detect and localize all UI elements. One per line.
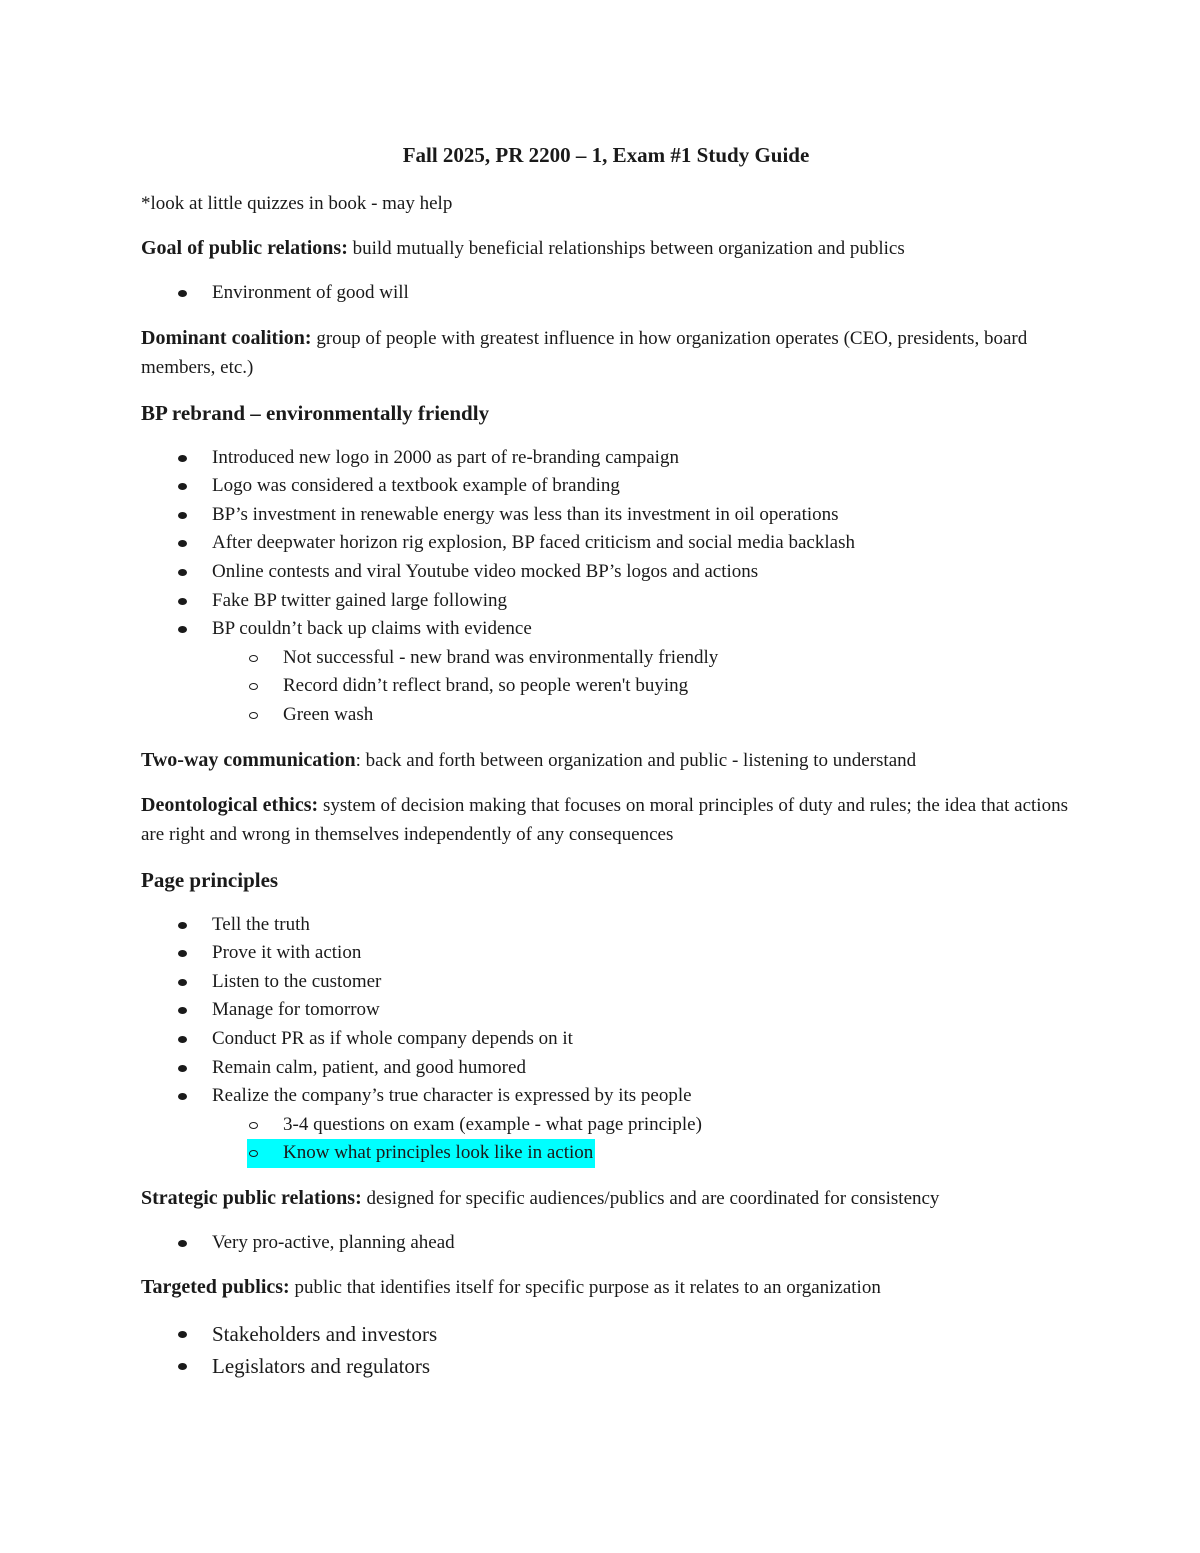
document-page — [141, 140, 1071, 1398]
list-item: BP couldn’t back up claims with evidence — [141, 615, 1071, 644]
dominant-coalition-text: group of people with greatest influence in how organization operates (CEO, presidents, board members, etc.) — [141, 327, 1028, 378]
bullet-icon — [178, 626, 187, 633]
sub-list-item: Not successful - new brand was environmentally friendly — [141, 644, 1071, 673]
list-item: Realize the company’s true character is expressed by its people — [141, 1082, 1071, 1111]
document-title: Fall 2025, PR 2200 – 1, Exam #1 Study Guide — [402, 143, 810, 167]
two-way-definition — [141, 746, 1071, 775]
study-note: *look at little quizzes in book - may help — [141, 193, 453, 214]
list-item: Online contests and viral Youtube video mocked BP’s logos and actions — [141, 558, 1071, 587]
sub-list-container — [141, 644, 1071, 730]
two-way-text: : back and forth between organization and public - listening to understand — [355, 749, 917, 771]
highlighted-sub-list-item — [141, 1139, 1071, 1168]
list-item: Stakeholders and investors — [141, 1318, 1071, 1350]
list-item: BP’s investment in renewable energy was less than its investment in oil operations — [141, 501, 1071, 530]
dominant-coalition-term: Dominant coalition: — [141, 326, 312, 349]
page-principles-heading: Page principles — [141, 867, 279, 892]
bp-rebrand-heading: BP rebrand – environmentally friendly — [141, 400, 490, 425]
list-item: Tell the truth — [141, 911, 1071, 940]
goal-definition — [141, 234, 1071, 263]
list-item: Fake BP twitter gained large following — [141, 587, 1071, 616]
bullet-icon — [178, 569, 187, 576]
deontological-definition — [141, 791, 1071, 849]
bullet-icon — [178, 922, 187, 929]
list-item: Conduct PR as if whole company depends on it — [141, 1025, 1071, 1054]
hollow-bullet-icon — [249, 655, 258, 662]
sub-list-item: Record didn’t reflect brand, so people weren't buying — [141, 672, 1071, 701]
strategic-pr-bullets — [141, 1229, 1071, 1258]
hollow-bullet-icon — [249, 712, 258, 719]
bullet-icon — [178, 1093, 187, 1100]
text-highlight: Know what principles look like in action — [247, 1139, 595, 1168]
bullet-icon — [178, 455, 187, 462]
goal-bullets — [141, 279, 1071, 308]
bullet-icon — [178, 1036, 187, 1043]
sub-list-container — [141, 1111, 1071, 1168]
bullet-icon — [178, 1240, 187, 1247]
bullet-icon — [178, 979, 187, 986]
list-item: Manage for tomorrow — [141, 996, 1071, 1025]
list-item: Legislators and regulators — [141, 1350, 1071, 1382]
bullet-icon — [178, 290, 187, 297]
deontological-text: system of decision making that focuses on moral principles of duty and rules; the idea that actions are right and wrong in themselves independently of any consequences — [141, 794, 1068, 845]
goal-term: Goal of public relations: — [141, 237, 348, 259]
list-item: After deepwater horizon rig explosion, BP faced criticism and social media backlash — [141, 529, 1071, 558]
bullet-icon — [178, 598, 187, 605]
bullet-icon — [178, 512, 187, 519]
strategic-pr-term: Strategic public relations: — [141, 1186, 362, 1209]
targeted-publics-bullets — [141, 1318, 1071, 1382]
strategic-pr-text: designed for specific audiences/publics and are coordinated for consistency — [361, 1187, 940, 1209]
list-item: Introduced new logo in 2000 as part of re-branding campaign — [141, 444, 1071, 473]
bullet-icon — [178, 1007, 187, 1014]
bp-bullets — [141, 444, 1071, 730]
strategic-pr-definition — [141, 1184, 1071, 1213]
hollow-bullet-icon — [249, 683, 258, 690]
bp-sub-bullets — [141, 644, 1071, 730]
page-principles-sub-bullets — [141, 1111, 1071, 1168]
bullet-icon — [178, 1363, 187, 1370]
bullet-icon — [178, 483, 187, 490]
dominant-coalition-definition — [141, 324, 1071, 382]
deontological-term: Deontological ethics: — [141, 793, 319, 816]
targeted-publics-term: Targeted publics: — [141, 1276, 290, 1299]
hollow-bullet-icon — [249, 1122, 258, 1129]
sub-list-item: 3-4 questions on exam (example - what page principle) — [141, 1111, 1071, 1140]
list-item: Prove it with action — [141, 939, 1071, 968]
list-item: Very pro-active, planning ahead — [141, 1229, 1071, 1258]
list-item: Remain calm, patient, and good humored — [141, 1054, 1071, 1083]
bullet-icon — [178, 1331, 187, 1338]
bullet-icon — [178, 1065, 187, 1072]
goal-text: build mutually beneficial relationships between organization and publics — [347, 238, 905, 259]
list-item: Logo was considered a textbook example of branding — [141, 472, 1071, 501]
targeted-publics-text: public that identifies itself for specific purpose as it relates to an organization — [289, 1277, 881, 1299]
two-way-term: Two-way communication — [141, 748, 356, 771]
sub-list-item: Green wash — [141, 701, 1071, 730]
targeted-publics-definition — [141, 1273, 1071, 1302]
list-item: Listen to the customer — [141, 968, 1071, 997]
list-item: Environment of good will — [141, 279, 1071, 308]
bullet-icon — [178, 540, 187, 547]
page-principles-bullets — [141, 911, 1071, 1168]
bullet-icon — [178, 950, 187, 957]
